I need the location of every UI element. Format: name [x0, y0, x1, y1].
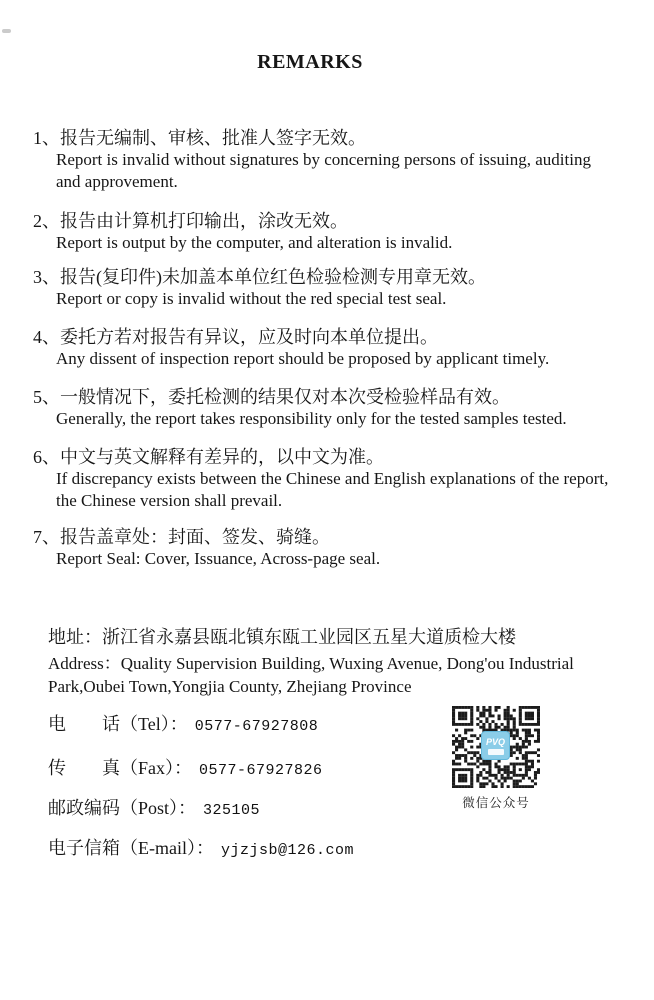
postcode-value: 325105 — [203, 802, 261, 819]
remark-chinese-text: 报告由计算机打印输出，涂改无效。 — [60, 211, 348, 231]
remark-number: 5、 — [33, 387, 60, 407]
remark-item — [33, 210, 613, 254]
fax-row — [48, 754, 323, 780]
qr-center-logo — [481, 731, 510, 760]
remark-english-text: Report Seal: Cover, Issuance, Across-page seal. — [56, 549, 381, 568]
remark-english-text: Generally, the report takes responsibility only for the tested samples tested. — [56, 409, 567, 428]
remark-chinese-text: 报告盖章处：封面、签发、骑缝。 — [60, 527, 330, 547]
remark-number: 6、 — [33, 447, 60, 467]
qr-logo-text: PVQ — [485, 736, 505, 747]
address-block — [48, 625, 622, 698]
remark-item — [33, 326, 613, 370]
page-title: REMARKS — [257, 51, 363, 73]
address-english: Address：Quality Supervision Building, Wuxing Avenue, Dong'ou Industrial Park,Oubei Town,Yongjia County, Zhejiang Province — [48, 654, 574, 696]
remark-chinese-text: 中文与英文解释有差异的，以中文为准。 — [60, 447, 384, 467]
qr-logo-subbar — [488, 749, 504, 755]
remark-item — [33, 127, 613, 193]
email-row — [48, 834, 354, 860]
remark-number: 7、 — [33, 527, 60, 547]
remark-chinese-text: 报告无编制、审核、批准人签字无效。 — [60, 128, 366, 148]
remark-item — [33, 386, 613, 430]
remark-english-text: Report is invalid without signatures by concerning persons of issuing, auditing and approvement. — [56, 150, 591, 191]
fax-value: 0577-67927826 — [199, 762, 323, 779]
fax-label: 传 真（Fax）： — [48, 758, 192, 778]
telephone-label: 电 话（Tel）： — [48, 714, 188, 734]
remark-number: 3、 — [33, 267, 60, 287]
remark-number: 2、 — [33, 211, 60, 231]
remark-english-text: Any dissent of inspection report should be proposed by applicant timely. — [56, 349, 550, 368]
remark-chinese-text: 委托方若对报告有异议，应及时向本单位提出。 — [60, 327, 438, 347]
remark-item — [33, 526, 613, 570]
remark-item — [33, 446, 613, 512]
remark-number: 4、 — [33, 327, 60, 347]
remark-chinese-text: 一般情况下，委托检测的结果仅对本次受检验样品有效。 — [60, 387, 510, 407]
email-label: 电子信箱（E-mail）： — [48, 838, 214, 858]
remark-english-text: Report or copy is invalid without the red special test seal. — [56, 289, 447, 308]
remark-english-text: If discrepancy exists between the Chinese and English explanations of the report, the Chinese version shall prevail. — [56, 469, 609, 510]
postcode-row — [48, 794, 260, 820]
telephone-row — [48, 710, 318, 736]
postcode-label: 邮政编码（Post）： — [48, 798, 197, 818]
telephone-value: 0577-67927808 — [194, 718, 319, 735]
remark-item — [33, 266, 613, 310]
remark-number: 1、 — [33, 128, 60, 148]
address-chinese: 地址：浙江省永嘉县瓯北镇东瓯工业园区五星大道质检大楼 — [48, 627, 516, 647]
wechat-qr-block — [452, 706, 540, 811]
email-value: yjzjsb@126.com — [220, 842, 355, 859]
qr-caption: 微信公众号 — [462, 796, 530, 810]
remark-chinese-text: 报告(复印件)未加盖本单位红色检验检测专用章无效。 — [60, 267, 486, 287]
remark-english-text: Report is output by the computer, and alteration is invalid. — [56, 233, 453, 252]
